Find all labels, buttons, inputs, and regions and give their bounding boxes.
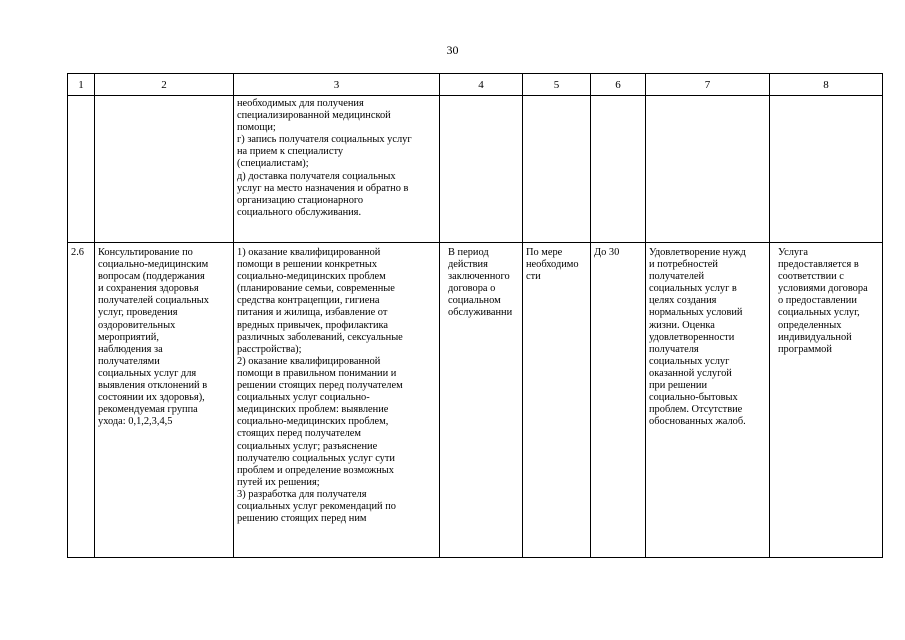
service-name-cell [95,96,234,243]
table-row-2-6 [68,243,883,558]
header-cell-7: 7 [646,74,770,96]
service-description-cell: 1) оказание квалифицированной помощи в решении конкретных социально-медицинских проблем (планирование семьи, современные средства контрацепции, гигиена питания и жилища, избавление от вредных привычек, профилактика различных заболеваний, сексуальные расстройства); 2) оказание квалифицированной помощи в правильном понимании и решении стоящих перед получателем социальных услуг социально- медицинских проблем: выявление социально-медицинских проблем, стоящих перед получателем социальных услуг; разъяснение получателю социальных услуг сути проблем и определение возможных путей их решения; 3) разработка для получателя социальных услуг рекомендаций по решению стоящих перед ним [234,243,440,558]
service-quality-cell: Удовлетворение нужд и потребностей получателей социальных услуг в целях создания нормальных условий жизни. Оценка удовлетворенности получателя социальных услуг оказанной услугой при решении социально-бытовых проблем. Отсутствие обоснованных жалоб. [646,243,770,558]
header-cell-1: 1 [68,74,95,96]
header-cell-8: 8 [770,74,883,96]
header-cell-3: 3 [234,74,440,96]
service-duration-cell [591,96,646,243]
service-conditions-cell: Услуга предоставляется в соответствии с условиями договора о предоставлении социальных услуг, определенных индивидуальной программой [770,243,883,558]
service-frequency-cell [523,96,591,243]
header-cell-5: 5 [523,74,591,96]
service-frequency-cell: По мере необходимо сти [523,243,591,558]
services-table [67,73,883,558]
service-duration-cell: До 30 [591,243,646,558]
header-cell-4: 4 [440,74,523,96]
service-name-cell: Консультирование по социально-медицинским вопросам (поддержания и сохранения здоровья получателей социальных услуг, проведения оздоровительных мероприятий, наблюдения за получателями социальных услуг для выявления отклонений в состоянии их здоровья), рекомендуемая группа ухода: 0,1,2,3,4,5 [95,243,234,558]
service-period-cell [440,96,523,243]
table-header-row [68,74,883,96]
service-quality-cell [646,96,770,243]
service-conditions-cell [770,96,883,243]
header-cell-6: 6 [591,74,646,96]
row-number-cell [68,96,95,243]
service-description-cell: необходимых для получения специализированной медицинской помощи; г) запись получателя социальных услуг на прием к специалисту (специалистам); д) доставка получателя социальных услуг на место назначения и обратно в организацию стационарного социального обслуживания. [234,96,440,243]
page-number: 30 [446,43,459,57]
row-number-cell: 2.6 [68,243,95,558]
table-row-continuation [68,96,883,243]
service-period-cell: В период действия заключенного договора о социальном обслуживанни [440,243,523,558]
header-cell-2: 2 [95,74,234,96]
